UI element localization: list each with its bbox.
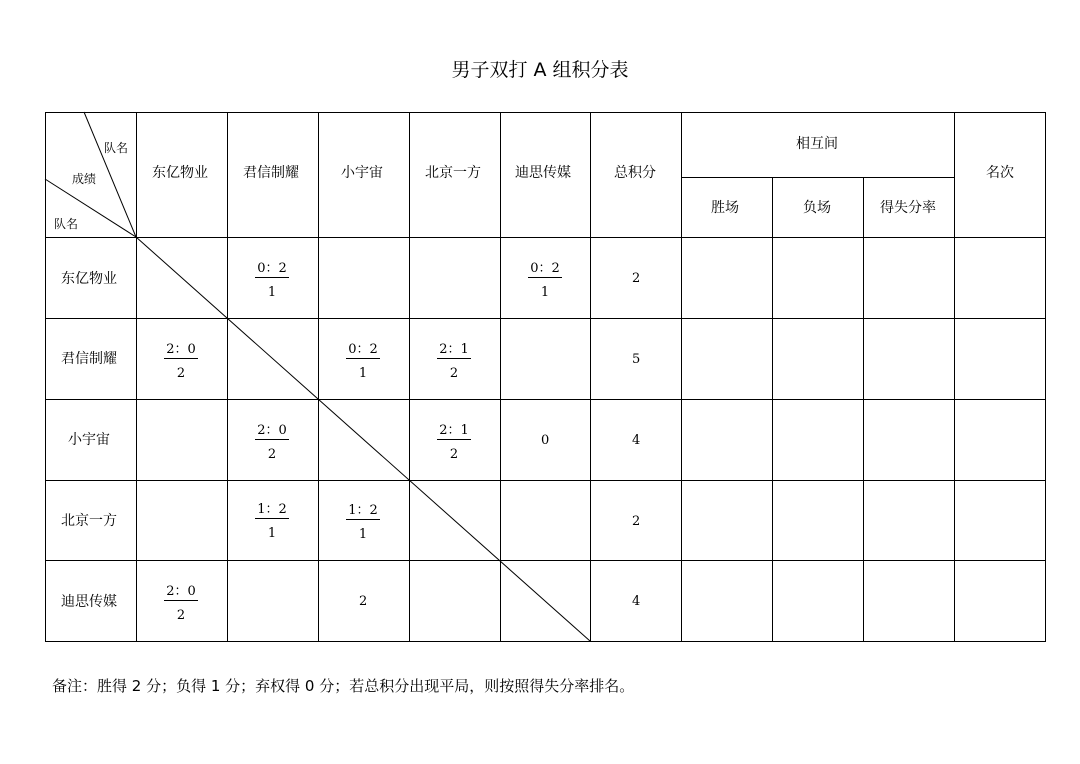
score-cell: 2：1 2 (439, 342, 469, 381)
page-title: 男子双打 A 组积分表 (451, 59, 629, 81)
col-header-total: 总积分 (614, 165, 656, 181)
total-score: 4 (632, 433, 641, 448)
total-score: 2 (632, 514, 641, 529)
row-header-team-1: 东亿物业 (61, 271, 117, 287)
score-cell: 2：0 2 (257, 423, 287, 462)
score-cell: 2：0 2 (166, 342, 196, 381)
col-header-losses: 负场 (803, 200, 831, 216)
total-score: 4 (632, 594, 641, 609)
col-header-team-2: 君信制耀 (243, 165, 299, 181)
col-header-team-1: 东亿物业 (152, 165, 208, 181)
col-header-team-3: 小宇宙 (341, 165, 383, 181)
score-cell: 1：2 1 (348, 503, 378, 542)
score-cell: 0：2 1 (530, 261, 560, 300)
score-cell: 2：0 2 (166, 584, 196, 623)
row-header-team-4: 北京一方 (61, 513, 117, 529)
plain-value-cell: 2 (359, 594, 368, 609)
col-header-wins: 胜场 (711, 200, 739, 216)
col-header-mutual: 相互间 (796, 136, 838, 152)
footnote: 备注：胜得 2 分；负得 1 分；弃权得 0 分；若总积分出现平局，则按照得失分率排名。 (52, 677, 635, 695)
col-header-team-4: 北京一方 (425, 165, 481, 181)
row-header-team-3: 小宇宙 (68, 432, 110, 448)
score-cell: 2：1 2 (439, 423, 469, 462)
score-cell: 1：2 1 (257, 502, 287, 541)
score-cell: 0：2 1 (257, 261, 287, 300)
corner-team-label-top: 队名 (104, 141, 129, 155)
col-header-rank: 名次 (986, 165, 1014, 181)
col-header-team-5: 迪思传媒 (515, 165, 571, 181)
total-score: 2 (632, 271, 641, 286)
plain-value-cell: 0 (541, 433, 550, 448)
corner-team-label-left: 队名 (54, 217, 79, 231)
row-header-team-5: 迪思传媒 (61, 594, 117, 610)
row-header-team-2: 君信制耀 (61, 351, 117, 367)
corner-score-label: 成绩 (72, 172, 97, 186)
score-cell: 0：2 1 (348, 342, 378, 381)
col-header-ratio: 得失分率 (880, 200, 936, 216)
total-score: 5 (632, 352, 641, 367)
